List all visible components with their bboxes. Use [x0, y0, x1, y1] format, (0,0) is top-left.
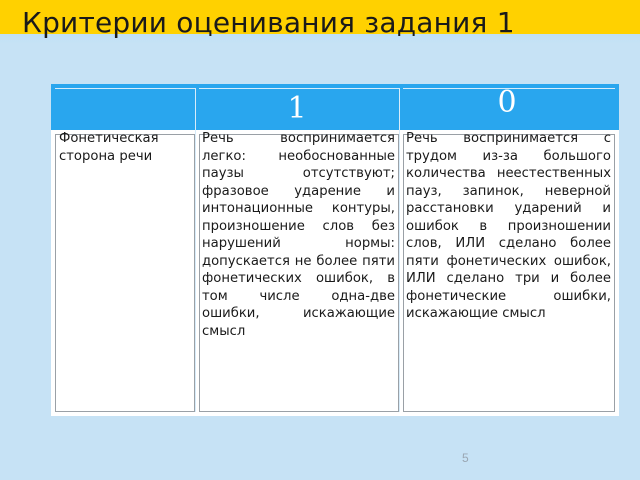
body-cell-border — [55, 411, 195, 412]
column-divider — [195, 88, 196, 412]
criterion-cell: Фонетическая сторона речи — [59, 131, 159, 164]
header-cell-score-0: 0 — [497, 85, 517, 120]
page-number: 5 — [462, 451, 469, 465]
body-cell-border — [403, 411, 615, 412]
score-0-description: Речь воспринимается с трудом из-за большого количества неестественных пауз, запинок, неверной расстановки ударений и ошибок в произношении слов, ИЛИ сделано более пяти фонетических ошибок, ИЛИ сделано три и более фонетические ошибки, искажающие смысл — [406, 131, 611, 321]
body-cell-border — [614, 134, 615, 412]
body-cell-border — [403, 134, 404, 412]
column-divider — [399, 88, 400, 412]
slide-title: Критерии оценивания задания 1 — [22, 6, 515, 39]
body-cell-border — [194, 134, 195, 412]
body-cell-border — [398, 134, 399, 412]
body-cell-border — [199, 134, 200, 412]
header-cell-score-1: 1 — [287, 91, 307, 126]
body-cell-border — [199, 411, 399, 412]
header-cell-border — [199, 88, 399, 89]
criteria-table — [51, 84, 619, 416]
score-1-description: Речь воспринимается легко: необоснованные паузы отсутствуют; фразовое ударение и интонационные контуры, произношение слов без нарушений нормы: допускается не более пяти фонетических ошибок, в том числе одна-две ошибки, искажающие смысл — [202, 131, 395, 339]
header-cell-border — [55, 88, 195, 89]
body-cell-border — [55, 134, 56, 412]
